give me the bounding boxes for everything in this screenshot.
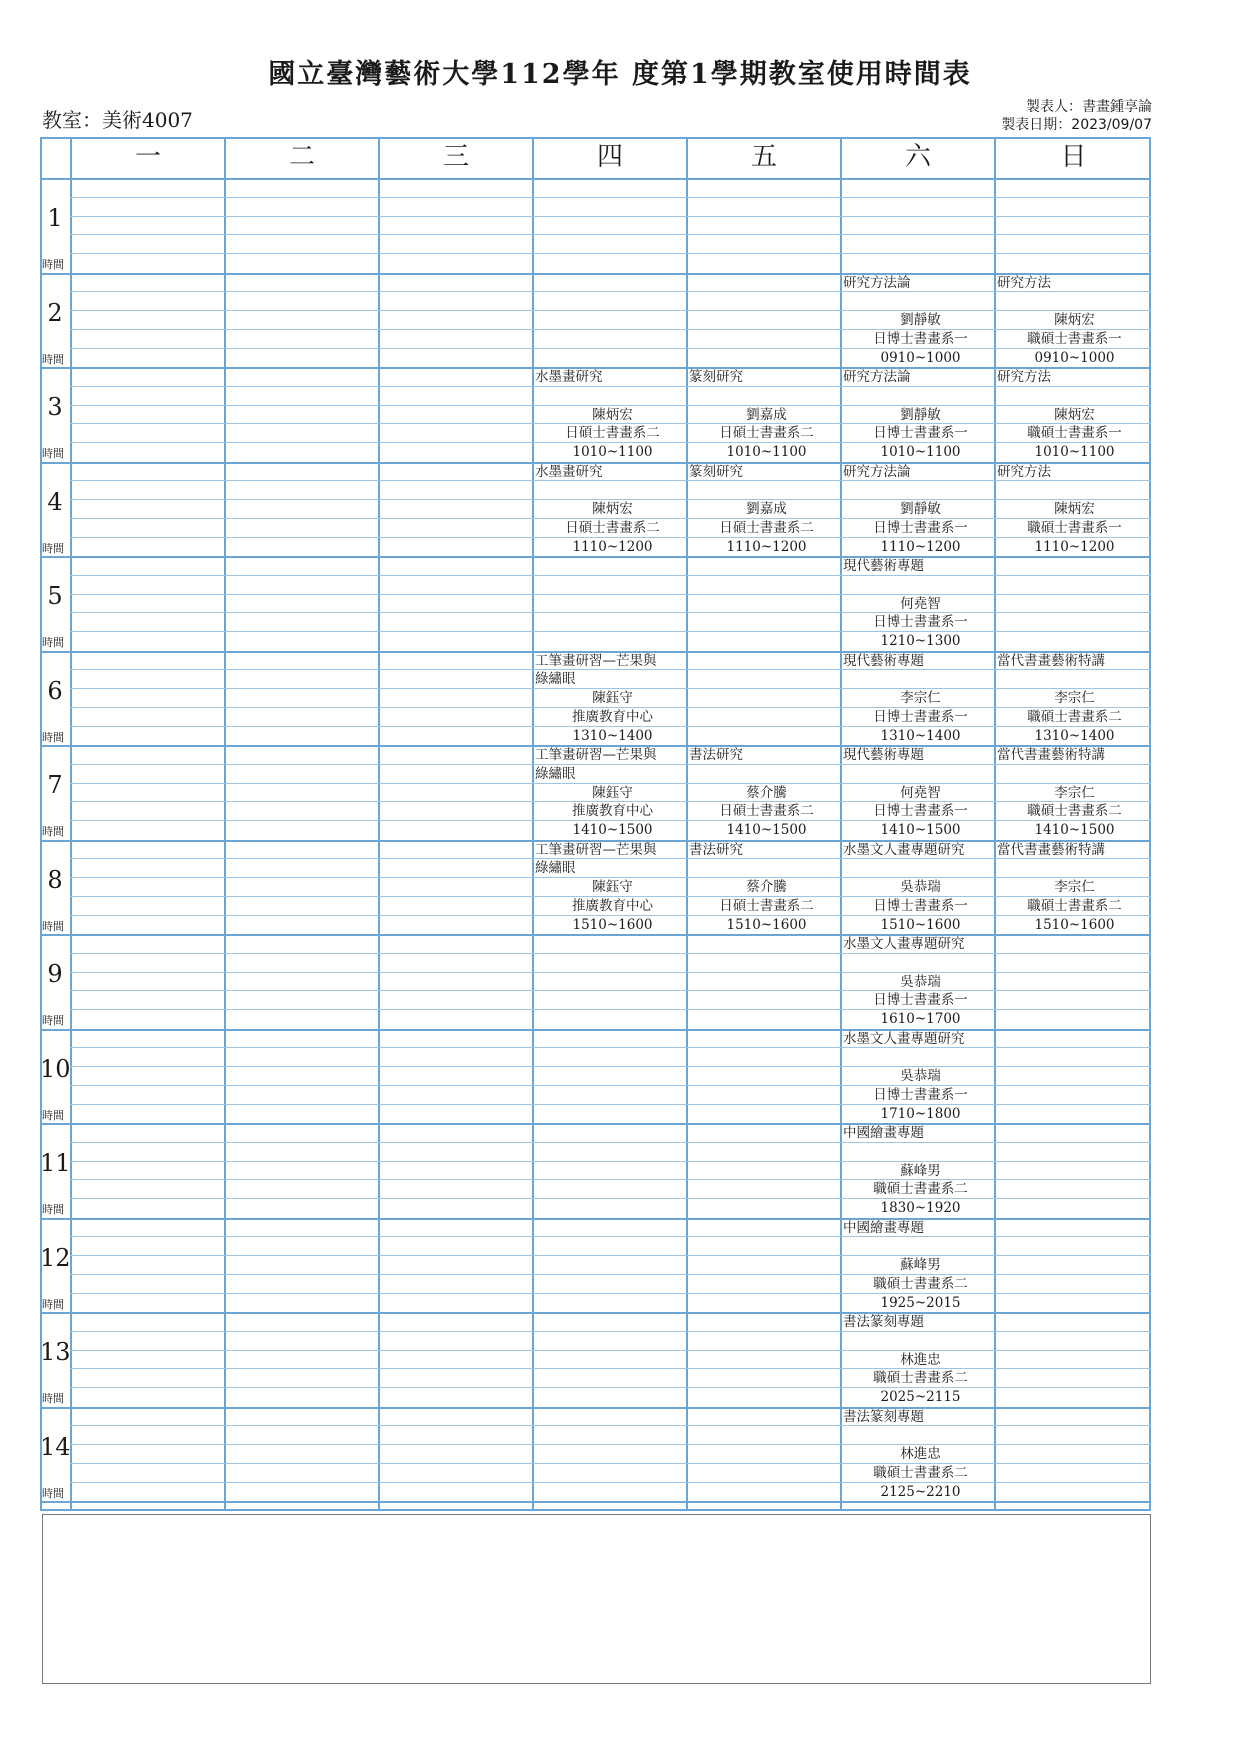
day-header: 日 (994, 137, 1151, 178)
course-name: 當代書畫藝術特講 (997, 747, 1105, 763)
room-label: 教室：美術4007 (42, 108, 193, 132)
blank-line (843, 481, 998, 500)
time-range: 1010~1100 (726, 444, 807, 461)
course-entry (997, 841, 1152, 935)
teacher-name: 劉嘉成 (746, 501, 787, 518)
time-label: 時間 (42, 352, 64, 366)
period-number: 5 (47, 582, 63, 610)
time-range: 0910~1000 (1034, 349, 1115, 366)
course-entry (535, 368, 690, 462)
blank-line (997, 387, 1152, 406)
time-range: 1925~2015 (880, 1294, 961, 1311)
course-name: 書法研究 (689, 747, 743, 763)
period-number: 8 (47, 865, 63, 894)
period-number: 4 (47, 487, 63, 516)
teacher-name: 蘇峰男 (900, 1162, 941, 1179)
teacher-name: 蔡介騰 (746, 784, 787, 801)
maker-info (1001, 98, 1152, 134)
time-label: 時間 (42, 1297, 64, 1311)
class-name: 推廣教育中心 (572, 897, 653, 914)
class-name: 日博士書畫系一 (873, 519, 968, 536)
teacher-name: 何堯智 (900, 784, 941, 801)
period-number: 12 (40, 1243, 71, 1272)
course-name: 研究方法 (997, 369, 1051, 385)
time-range: 1010~1100 (572, 444, 653, 461)
time-range: 1510~1600 (880, 916, 961, 933)
teacher-name: 劉靜敏 (900, 406, 941, 423)
blank-line (843, 859, 998, 878)
page-title: 國立臺灣藝術大學112學年 度第1學期教室使用時間表 (268, 59, 972, 90)
course-entry (843, 557, 998, 651)
period-number: 11 (40, 1149, 71, 1177)
time-range: 1510~1600 (726, 916, 807, 933)
course-name: 書法篆刻專題 (843, 1314, 924, 1330)
class-name: 職碩士書畫系一 (1027, 519, 1122, 536)
time-range: 1410~1500 (1034, 822, 1115, 839)
column-divider (224, 137, 226, 1511)
teacher-name: 吳恭瑞 (900, 1068, 941, 1085)
class-name: 日博士書畫系一 (873, 614, 968, 631)
course-name: 研究方法 (997, 274, 1051, 291)
teacher-name: 吳恭瑞 (900, 879, 941, 896)
blank-line (535, 481, 690, 500)
class-name: 日碩士書畫系二 (719, 519, 814, 536)
period-number: 13 (40, 1338, 71, 1366)
course-entry (843, 368, 998, 462)
teacher-name: 何堯智 (900, 595, 941, 612)
class-name: 日博士書畫系一 (873, 425, 968, 442)
class-name: 日碩士書畫系二 (565, 425, 660, 442)
course-entry (535, 746, 690, 840)
day-header: 四 (532, 137, 686, 178)
teacher-name: 陳炳宏 (592, 501, 633, 518)
ruled-line (70, 216, 1151, 217)
class-name: 職碩士書畫系一 (1027, 425, 1122, 442)
teacher-name: 陳鈺守 (592, 784, 633, 801)
blank-line (535, 387, 690, 406)
teacher-name: 吳恭瑞 (900, 973, 941, 990)
course-name: 工筆畫研習—芒果與 (535, 747, 657, 763)
day-header: 一 (70, 137, 224, 178)
course-entry (535, 463, 690, 557)
column-divider (378, 137, 380, 1511)
time-range: 1110~1200 (726, 538, 807, 555)
blank-line (689, 387, 844, 406)
course-entry (689, 841, 844, 935)
course-name: 書法研究 (689, 841, 743, 858)
class-name: 日碩士書畫系二 (719, 425, 814, 442)
time-range: 1310~1400 (880, 727, 961, 744)
blank-line (997, 859, 1152, 878)
course-entry (997, 274, 1152, 368)
blank-line (843, 387, 998, 406)
time-range: 1510~1600 (1034, 916, 1115, 933)
course-name: 研究方法 (997, 463, 1051, 480)
class-name: 日博士書畫系一 (873, 803, 968, 820)
course-name: 研究方法論 (843, 369, 911, 385)
course-entry (843, 1408, 998, 1502)
row-divider (40, 178, 1151, 180)
time-range: 1830~1920 (880, 1200, 961, 1217)
course-entry (997, 746, 1152, 840)
blank-line (843, 954, 998, 973)
time-label: 時間 (42, 825, 64, 838)
course-entry (535, 841, 690, 935)
blank-line (843, 670, 998, 689)
teacher-name: 李宗仁 (1054, 784, 1095, 801)
course-name-cont: 綠繡眼 (535, 765, 576, 782)
time-range: 2125~2210 (880, 1483, 961, 1500)
teacher-name: 蔡介騰 (746, 879, 787, 896)
made-date: 製表日期：2023/09/07 (1001, 117, 1152, 133)
course-name: 中國繪畫專題 (843, 1219, 924, 1236)
course-entry (843, 1124, 998, 1218)
teacher-name: 李宗仁 (1054, 690, 1095, 707)
time-label: 時間 (42, 447, 64, 460)
day-header: 三 (378, 137, 532, 178)
course-name: 水墨畫研究 (535, 369, 603, 385)
time-range: 1610~1700 (880, 1011, 961, 1028)
time-range: 2025~2115 (880, 1389, 961, 1406)
blank-line (843, 1426, 998, 1445)
course-entry (843, 1030, 998, 1124)
course-entry (689, 463, 844, 557)
teacher-name: 李宗仁 (900, 690, 941, 707)
course-entry (689, 368, 844, 462)
course-name: 研究方法論 (843, 274, 911, 291)
time-label: 時間 (42, 1486, 64, 1500)
time-label: 時間 (42, 258, 64, 271)
blank-line (997, 765, 1152, 784)
class-name: 職碩士書畫系二 (873, 1464, 968, 1481)
class-name: 日博士書畫系一 (873, 992, 968, 1009)
period-number: 7 (47, 771, 63, 799)
class-name: 職碩士書畫系一 (1027, 330, 1122, 347)
teacher-name: 劉靜敏 (900, 501, 941, 518)
time-range: 1110~1200 (572, 538, 653, 555)
course-entry (997, 652, 1152, 746)
course-name-cont: 綠繡眼 (535, 860, 576, 877)
day-header: 二 (224, 137, 378, 178)
time-label: 時間 (42, 919, 64, 933)
time-range: 1110~1200 (880, 538, 961, 555)
course-name: 當代書畫藝術特講 (997, 841, 1105, 858)
course-entry (689, 746, 844, 840)
course-name: 現代藝術專題 (843, 558, 924, 574)
blank-line (843, 1332, 998, 1351)
time-range: 1310~1400 (1034, 727, 1115, 744)
teacher-name: 林進忠 (900, 1446, 941, 1463)
time-label: 時間 (42, 1203, 64, 1216)
blank-line (689, 859, 844, 878)
course-entry (843, 1219, 998, 1313)
course-entry (843, 841, 998, 935)
time-label: 時間 (42, 1014, 64, 1027)
teacher-name: 蘇峰男 (900, 1257, 941, 1274)
period-number: 10 (40, 1054, 71, 1083)
course-entry (843, 935, 998, 1029)
course-entry (843, 652, 998, 746)
class-name: 推廣教育中心 (572, 803, 653, 820)
course-name: 當代書畫藝術特講 (997, 652, 1105, 669)
course-entry (843, 746, 998, 840)
column-divider (70, 137, 72, 1511)
ruled-line (70, 253, 1151, 254)
day-header: 五 (686, 137, 840, 178)
class-name: 日碩士書畫系二 (719, 803, 814, 820)
teacher-name: 陳鈺守 (592, 690, 633, 707)
period-number: 3 (47, 393, 63, 421)
blank-line (843, 1048, 998, 1067)
period-number: 14 (40, 1432, 71, 1461)
time-label: 時間 (42, 1392, 64, 1405)
class-name: 日博士書畫系一 (873, 897, 968, 914)
course-entry (997, 368, 1152, 462)
time-range: 1410~1500 (726, 822, 807, 839)
course-name: 工筆畫研習—芒果與 (535, 652, 657, 669)
ruled-line (70, 197, 1151, 198)
class-name: 職碩士書畫系二 (873, 1370, 968, 1387)
period-number: 6 (47, 676, 63, 705)
blank-line (843, 576, 998, 595)
time-range: 1010~1100 (1034, 444, 1115, 461)
course-name: 水墨畫研究 (535, 463, 603, 480)
time-range: 1210~1300 (880, 633, 961, 650)
course-name: 書法篆刻專題 (843, 1408, 924, 1425)
time-range: 1410~1500 (572, 822, 653, 839)
maker-name: 製表人：書畫鍾享論 (1026, 99, 1152, 115)
class-name: 日博士書畫系一 (873, 330, 968, 347)
class-name: 日博士書畫系一 (873, 708, 968, 725)
teacher-name: 陳炳宏 (1054, 406, 1095, 423)
teacher-name: 陳鈺守 (592, 879, 633, 896)
course-entry (843, 274, 998, 368)
time-range: 1710~1800 (880, 1105, 961, 1122)
teacher-name: 陳炳宏 (592, 406, 633, 423)
class-name: 職碩士書畫系二 (1027, 708, 1122, 725)
time-range: 1410~1500 (880, 822, 961, 839)
blank-line (997, 292, 1152, 311)
class-name: 職碩士書畫系二 (873, 1275, 968, 1292)
teacher-name: 李宗仁 (1054, 879, 1095, 896)
course-entry (843, 463, 998, 557)
teacher-name: 劉靜敏 (900, 312, 941, 329)
time-label: 時間 (42, 1108, 64, 1122)
course-name: 水墨文人畫專題研究 (843, 841, 965, 858)
class-name: 日碩士書畫系二 (565, 519, 660, 536)
course-name: 水墨文人畫專題研究 (843, 1030, 965, 1047)
period-number: 9 (47, 960, 63, 988)
time-range: 1110~1200 (1034, 538, 1115, 555)
period-number: 1 (47, 204, 63, 232)
course-name: 篆刻研究 (689, 369, 743, 385)
class-name: 日碩士書畫系二 (719, 897, 814, 914)
period-number: 2 (47, 298, 63, 327)
blank-line (843, 1237, 998, 1256)
class-name: 日博士書畫系一 (873, 1086, 968, 1103)
blank-line (843, 292, 998, 311)
course-entry (843, 1313, 998, 1407)
teacher-name: 陳炳宏 (1054, 312, 1095, 329)
day-header: 六 (840, 137, 994, 178)
course-name: 現代藝術專題 (843, 652, 924, 669)
time-label: 時間 (42, 636, 64, 649)
class-name: 職碩士書畫系二 (873, 1181, 968, 1198)
course-name: 研究方法論 (843, 463, 911, 480)
course-name: 水墨文人畫專題研究 (843, 936, 965, 952)
ruled-line (70, 234, 1151, 235)
course-name: 篆刻研究 (689, 463, 743, 480)
time-label: 時間 (42, 541, 64, 555)
class-name: 職碩士書畫系二 (1027, 803, 1122, 820)
blank-line (689, 481, 844, 500)
course-entry (535, 652, 690, 746)
notes-box (42, 1514, 1151, 1684)
time-range: 1010~1100 (880, 444, 961, 461)
class-name: 職碩士書畫系二 (1027, 897, 1122, 914)
blank-line (843, 1143, 998, 1162)
blank-line (689, 765, 844, 784)
course-name-cont: 綠繡眼 (535, 671, 576, 688)
course-entry (997, 463, 1152, 557)
column-divider (532, 137, 534, 1511)
class-name: 推廣教育中心 (572, 708, 653, 725)
course-name: 工筆畫研習—芒果與 (535, 841, 657, 858)
teacher-name: 林進忠 (900, 1351, 941, 1368)
time-range: 0910~1000 (880, 349, 961, 366)
time-range: 1310~1400 (572, 727, 653, 744)
blank-line (843, 765, 998, 784)
teacher-name: 劉嘉成 (746, 406, 787, 423)
blank-line (997, 670, 1152, 689)
time-label: 時間 (42, 730, 64, 744)
teacher-name: 陳炳宏 (1054, 501, 1095, 518)
course-name: 現代藝術專題 (843, 747, 924, 763)
course-name: 中國繪畫專題 (843, 1125, 924, 1141)
time-range: 1510~1600 (572, 916, 653, 933)
blank-line (997, 481, 1152, 500)
